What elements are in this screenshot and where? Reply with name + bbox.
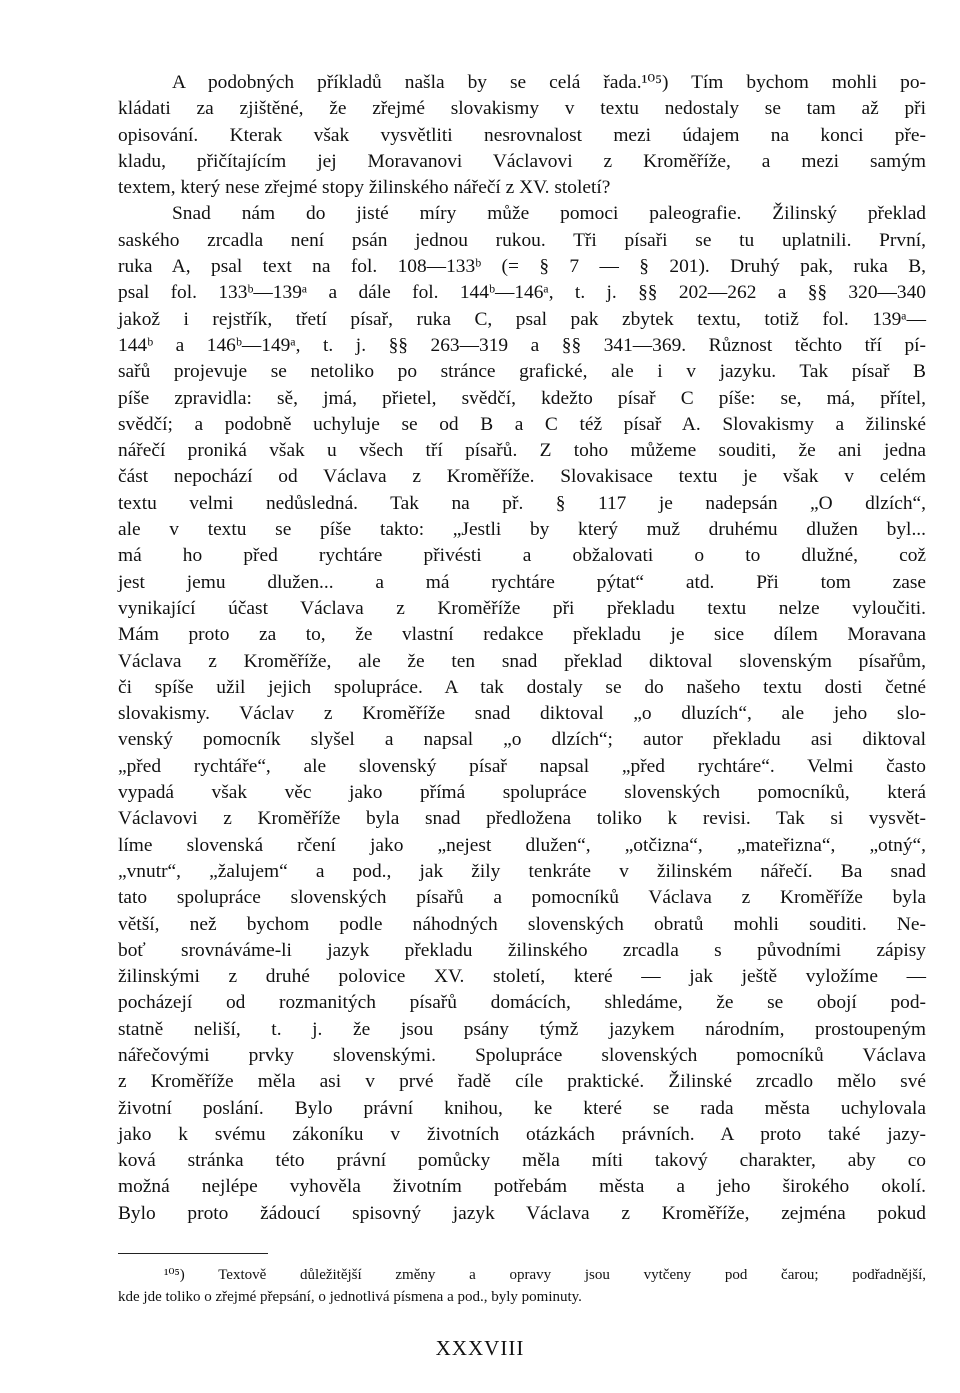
text-line: vynikající účast Václava z Kroměříže při překladu textu nelze vyloučiti.: [118, 597, 926, 619]
text-line: životní poslání. Bylo právní knihou, ke které se rada města uchylovala: [118, 1097, 926, 1119]
text-line: Václava z Kroměříže, ale že ten snad překlad diktoval slovenským písařům,: [118, 650, 926, 672]
text-line: či spíše užil jejich spolupráce. A tak dostaly se do našeho textu dosti četné: [118, 676, 926, 698]
text-line: píše zpravidla: sě, jmá, přietel, svědčí, kdežto písař C píše: se, má, přítel,: [118, 387, 926, 409]
text-line: statně neliší, t. j. že jsou psány týmž jazykem národním, prostoupeným: [118, 1018, 926, 1040]
text-line: jako k svému zákoníku v životních otázkách právních. A proto také jazy-: [118, 1123, 926, 1145]
page-number: XXXVIII: [435, 1336, 525, 1360]
footnote-separator: [118, 1253, 268, 1254]
text-line: sařů projevuje se netoliko po stránce grafické, ale i v jazyku. Tak písař B: [118, 361, 926, 383]
text-line: nářečí proniká však u všech tří písařů. Z toho můžeme souditi, že ani jedna: [118, 440, 926, 462]
footnote-line: kde jde toliko o zřejmé přepsání, o jednotlivá písmena a pod., byly pominuty.: [118, 1289, 582, 1305]
text-line: žilinskými z druhé polovice XV. století, které — jak ještě vyložíme —: [118, 966, 926, 988]
text-line: textem, který nese zřejmé stopy žilinského nářečí z XV. století?: [118, 177, 611, 199]
text-line: Mám proto za to, že vlastní redakce překladu je sice dílem Moravana: [118, 624, 926, 646]
text-line: pocházejí od rozmanitých písařů domácích, shledáme, že se obojí pod-: [118, 992, 926, 1014]
text-line: [118, 1227, 926, 1253]
text-line: boť srovnáváme-li jazyk překladu žilinského zrcadla s původními zápisy: [118, 939, 926, 961]
text-line: venský pomocník slyšel a napsal „o dlzích“; autor překladu asi diktoval: [118, 729, 926, 751]
text-line: kladu, přičítajícím jej Moravanovi Václavovi z Kroměříže, a mezi samým: [118, 150, 926, 172]
text-line: Václavovi z Kroměříže byla snad předložena toliko k revisi. Tak si vysvět-: [118, 808, 926, 830]
text-line: opisování. Kterak však vysvětliti nesrovnalost mezi údajem na konci pře-: [118, 124, 926, 146]
text-line: vypadá však věc jako přímá spolupráce slovenských pomocníků, která: [118, 782, 926, 804]
text-line: kládati za zjištěné, že zřejmé slovakismy v textu nedostaly se tam až při: [118, 98, 926, 120]
text-line: líme slovenská rčení jako „nejest dlužen“, „otčizna“, „mateřizna“, „otný“,: [118, 834, 926, 856]
text-line: 144ᵇ a 146ᵇ—149ᵃ, t. j. §§ 263—319 a §§ 341—369. Různost těchto tří pí-: [118, 334, 926, 356]
text-line: „vnutr“, „žalujem“ a pod., jak žily tenkráte v žilinském nářečí. Ba snad: [118, 860, 926, 882]
text-line: Bylo proto žádoucí spisovný jazyk Václava z Kroměříže, zejména pokud: [118, 1202, 926, 1224]
text-line: jest jemu dlužen... a má rychtáre pýtat“ atd. Při tom zase: [118, 571, 926, 593]
text-line: slovakismy. Václav z Kroměříže snad diktoval „o dluzích“, ale jeho slo-: [118, 703, 926, 725]
text-line: má ho před rychtáre přivésti a obžalovati o to dlužné, což: [118, 545, 926, 567]
text-line: Snad nám do jisté míry může pomoci paleografie. Žilinský překlad: [172, 203, 926, 225]
text-line: textu velmi nedůsledná. Tak na př. § 117 je nadepsán „O dlzích“,: [118, 492, 926, 514]
text-line: saského zrcadla není psán jednou rukou. Tři písaři se tu uplatnili. První,: [118, 229, 926, 251]
text-line: A podobných příkladů našla by se celá řada.¹⁰⁵) Tím bychom mohli po-: [172, 72, 926, 93]
text-line: svědčí; a podobně uchyluje se od B a C též písař A. Slovakismy a žilinské: [118, 413, 926, 435]
text-line: ruka A, psal text na fol. 108—133ᵇ (= § 7 — § 201). Druhý pak, ruka B,: [118, 256, 926, 278]
main-text: [118, 70, 926, 1253]
text-line: část nepochází od Václava z Kroměříže. Slovakisace textu je však v celém: [118, 466, 926, 488]
text-line: jakož i rejstřík, třetí písař, ruka C, psal pak zbytek textu, totiž fol. 139ᵃ—: [118, 308, 926, 330]
text-line: ale v textu se píše takto: „Jestli by který muž druhému dlužen byl...: [118, 519, 926, 541]
text-line: z Kroměříže měla asi v prvé řadě cíle praktické. Žilinské zrcadlo mělo své: [118, 1071, 926, 1093]
footnote-line: ¹⁰⁵) Textově důležitější změny a opravy jsou vytčeny pod čarou; podřadnější,: [164, 1267, 926, 1283]
text-line: možná nejlépe vyhověla životním potřebám města a jeho širokého okolí.: [118, 1176, 926, 1198]
text-line: psal fol. 133ᵇ—139ᵃ a dále fol. 144ᵇ—146ᵃ, t. j. §§ 202—262 a §§ 320—340: [118, 282, 926, 304]
text-line: větší, než bychom podle náhodných slovenských obratů mohli souditi. Ne-: [118, 913, 926, 935]
text-line: nářečovými prvky slovenskými. Spolupráce slovenských pomocníků Václava: [118, 1044, 926, 1066]
text-line: ková stránka této právní pomůcky měla míti takový charakter, aby co: [118, 1150, 926, 1172]
text-line: „před rychtáře“, ale slovenský písař napsal „před rychtáre“. Velmi často: [118, 755, 926, 777]
footnote: [118, 1264, 926, 1308]
text-line: tato spolupráce slovenských písařů a pomocníků Václava z Kroměříže byla: [118, 887, 926, 909]
